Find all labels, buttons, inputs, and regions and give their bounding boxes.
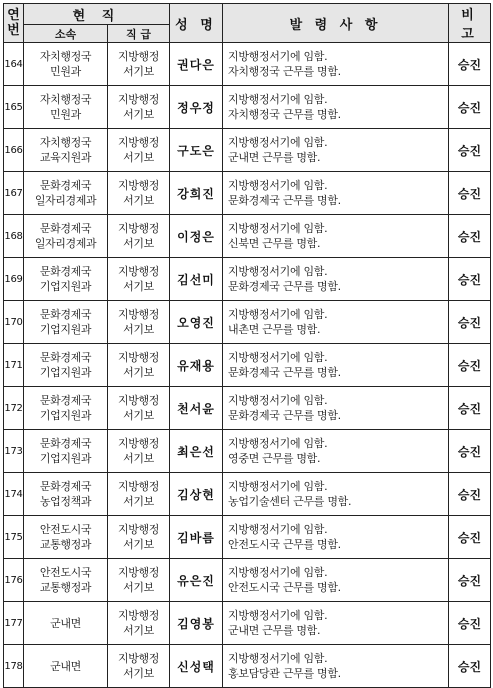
order-line-2: 군내면 근무를 명함. — [228, 624, 321, 637]
order-line-1: 지방행정서기에 임함. — [228, 523, 328, 536]
order-line-2: 안전도시국 근무를 명함. — [228, 581, 341, 594]
order-cell — [223, 43, 449, 86]
serial-number: 175 — [4, 516, 24, 559]
affiliation-bureau: 군내면 — [50, 659, 81, 673]
grade-cell — [108, 516, 170, 559]
person-name: 김상현 — [170, 473, 223, 516]
order-line-2: 문화경제국 근무를 명함. — [228, 194, 341, 207]
grade-line-2: 서기보 — [123, 108, 154, 121]
grade-line-2: 서기보 — [123, 538, 154, 551]
note-cell: 승진 — [449, 559, 491, 602]
affiliation-division: 교통행정과 — [39, 538, 92, 551]
order-line-1: 지방행정서기에 임함. — [228, 437, 328, 450]
affiliation-division: 기업지원과 — [39, 280, 92, 293]
serial-number: 177 — [4, 602, 24, 645]
table-header — [4, 4, 491, 43]
affiliation-division: 기업지원과 — [39, 409, 92, 422]
order-cell — [223, 602, 449, 645]
grade-line-1: 지방행정 — [118, 93, 159, 106]
grade-line-1: 지방행정 — [118, 394, 159, 407]
note-cell: 승진 — [449, 344, 491, 387]
header-order: 발 령 사 항 — [223, 4, 449, 43]
header-note: 비 고 — [449, 4, 491, 43]
affiliation-division: 일자리경제과 — [34, 194, 97, 207]
serial-number: 174 — [4, 473, 24, 516]
person-name: 이정은 — [170, 215, 223, 258]
order-cell — [223, 172, 449, 215]
order-line-1: 지방행정서기에 임함. — [228, 50, 328, 63]
order-line-1: 지방행정서기에 임함. — [228, 179, 328, 192]
person-name: 정우정 — [170, 86, 223, 129]
grade-line-1: 지방행정 — [118, 308, 159, 321]
affiliation-cell — [24, 559, 108, 602]
serial-number: 165 — [4, 86, 24, 129]
serial-number: 176 — [4, 559, 24, 602]
order-line-1: 지방행정서기에 임함. — [228, 566, 328, 579]
order-cell — [223, 215, 449, 258]
person-name: 김영봉 — [170, 602, 223, 645]
table-row — [4, 645, 491, 688]
order-line-1: 지방행정서기에 임함. — [228, 609, 328, 622]
note-cell: 승진 — [449, 387, 491, 430]
affiliation-division: 농업정책과 — [39, 495, 92, 508]
table-row — [4, 301, 491, 344]
note-cell: 승진 — [449, 86, 491, 129]
person-name: 신성택 — [170, 645, 223, 688]
grade-cell — [108, 258, 170, 301]
grade-cell — [108, 559, 170, 602]
person-name: 유재용 — [170, 344, 223, 387]
serial-number: 166 — [4, 129, 24, 172]
order-line-2: 문화경제국 근무를 명함. — [228, 409, 341, 422]
grade-cell — [108, 602, 170, 645]
grade-line-2: 서기보 — [123, 581, 154, 594]
serial-number: 178 — [4, 645, 24, 688]
grade-line-1: 지방행정 — [118, 179, 159, 192]
grade-line-1: 지방행정 — [118, 437, 159, 450]
affiliation-cell — [24, 43, 108, 86]
table-row — [4, 43, 491, 86]
table-row — [4, 602, 491, 645]
note-cell: 승진 — [449, 172, 491, 215]
affiliation-bureau: 문화경제국 — [39, 394, 92, 407]
order-cell — [223, 473, 449, 516]
order-cell — [223, 344, 449, 387]
grade-line-1: 지방행정 — [118, 50, 159, 63]
personnel-order-sheet — [3, 3, 490, 680]
order-line-2: 자치행정국 근무를 명함. — [228, 108, 341, 121]
affiliation-cell — [24, 430, 108, 473]
grade-cell — [108, 473, 170, 516]
order-line-2: 문화경제국 근무를 명함. — [228, 366, 341, 379]
grade-line-2: 서기보 — [123, 65, 154, 78]
affiliation-division: 민원과 — [50, 108, 81, 121]
grade-line-2: 서기보 — [123, 151, 154, 164]
table-row — [4, 430, 491, 473]
table-row — [4, 473, 491, 516]
grade-line-1: 지방행정 — [118, 222, 159, 235]
grade-line-2: 서기보 — [123, 495, 154, 508]
note-cell: 승진 — [449, 258, 491, 301]
person-name: 권다은 — [170, 43, 223, 86]
table-row — [4, 215, 491, 258]
order-line-1: 지방행정서기에 임함. — [228, 93, 328, 106]
note-cell: 승진 — [449, 430, 491, 473]
order-cell — [223, 516, 449, 559]
person-name: 천서윤 — [170, 387, 223, 430]
grade-line-1: 지방행정 — [118, 523, 159, 536]
order-line-2: 영중면 근무를 명함. — [228, 452, 321, 465]
person-name: 구도은 — [170, 129, 223, 172]
grade-line-1: 지방행정 — [118, 265, 159, 278]
grade-cell — [108, 172, 170, 215]
header-serial-bottom: 번 — [7, 23, 20, 38]
affiliation-bureau: 군내면 — [50, 616, 81, 630]
affiliation-cell — [24, 258, 108, 301]
note-cell: 승진 — [449, 43, 491, 86]
header-serial-top: 연 — [7, 8, 20, 23]
order-line-1: 지방행정서기에 임함. — [228, 136, 328, 149]
order-cell — [223, 430, 449, 473]
affiliation-cell — [24, 172, 108, 215]
order-cell — [223, 645, 449, 688]
order-line-2: 농업기술센터 근무를 명함. — [228, 495, 352, 508]
affiliation-division: 민원과 — [50, 65, 81, 78]
personnel-table — [3, 3, 491, 688]
affiliation-cell — [24, 344, 108, 387]
grade-cell — [108, 430, 170, 473]
grade-line-1: 지방행정 — [118, 566, 159, 579]
affiliation-bureau: 문화경제국 — [39, 222, 92, 235]
serial-number: 168 — [4, 215, 24, 258]
note-cell: 승진 — [449, 602, 491, 645]
order-line-1: 지방행정서기에 임함. — [228, 394, 328, 407]
grade-line-2: 서기보 — [123, 452, 154, 465]
order-cell — [223, 559, 449, 602]
person-name: 강희진 — [170, 172, 223, 215]
affiliation-division: 일자리경제과 — [34, 237, 97, 250]
affiliation-bureau: 문화경제국 — [39, 308, 92, 321]
order-line-1: 지방행정서기에 임함. — [228, 351, 328, 364]
affiliation-bureau: 안전도시국 — [39, 566, 92, 579]
serial-number: 167 — [4, 172, 24, 215]
note-cell: 승진 — [449, 473, 491, 516]
grade-cell — [108, 43, 170, 86]
note-cell: 승진 — [449, 301, 491, 344]
order-line-2: 홍보담당관 근무를 명함. — [228, 667, 341, 680]
person-name: 김선미 — [170, 258, 223, 301]
person-name: 김바름 — [170, 516, 223, 559]
grade-line-2: 서기보 — [123, 409, 154, 422]
order-line-1: 지방행정서기에 임함. — [228, 265, 328, 278]
person-name: 오영진 — [170, 301, 223, 344]
affiliation-division: 기업지원과 — [39, 323, 92, 336]
affiliation-bureau: 문화경제국 — [39, 265, 92, 278]
affiliation-cell — [24, 129, 108, 172]
grade-line-1: 지방행정 — [118, 351, 159, 364]
order-line-1: 지방행정서기에 임함. — [228, 308, 328, 321]
grade-line-2: 서기보 — [123, 280, 154, 293]
affiliation-bureau: 문화경제국 — [39, 179, 92, 192]
grade-cell — [108, 215, 170, 258]
affiliation-cell — [24, 473, 108, 516]
order-cell — [223, 258, 449, 301]
header-name: 성 명 — [170, 4, 223, 43]
table-row — [4, 516, 491, 559]
affiliation-bureau: 문화경제국 — [39, 480, 92, 493]
serial-number: 164 — [4, 43, 24, 86]
header-affiliation: 소속 — [24, 25, 108, 43]
person-name: 유은진 — [170, 559, 223, 602]
order-line-1: 지방행정서기에 임함. — [228, 222, 328, 235]
grade-line-1: 지방행정 — [118, 652, 159, 665]
affiliation-cell — [24, 301, 108, 344]
affiliation-division: 기업지원과 — [39, 366, 92, 379]
grade-cell — [108, 645, 170, 688]
affiliation-bureau: 문화경제국 — [39, 351, 92, 364]
grade-cell — [108, 387, 170, 430]
grade-cell — [108, 301, 170, 344]
order-line-1: 지방행정서기에 임함. — [228, 652, 328, 665]
grade-line-2: 서기보 — [123, 194, 154, 207]
note-cell: 승진 — [449, 129, 491, 172]
order-line-2: 군내면 근무를 명함. — [228, 151, 321, 164]
table-row — [4, 344, 491, 387]
serial-number: 169 — [4, 258, 24, 301]
grade-line-2: 서기보 — [123, 366, 154, 379]
grade-line-1: 지방행정 — [118, 609, 159, 622]
note-cell: 승진 — [449, 215, 491, 258]
note-cell: 승진 — [449, 645, 491, 688]
header-grade: 직 급 — [108, 25, 170, 43]
grade-line-2: 서기보 — [123, 323, 154, 336]
affiliation-cell — [24, 645, 108, 688]
affiliation-cell — [24, 602, 108, 645]
order-cell — [223, 86, 449, 129]
person-name: 최은선 — [170, 430, 223, 473]
affiliation-division: 기업지원과 — [39, 452, 92, 465]
affiliation-cell — [24, 215, 108, 258]
table-body — [4, 43, 491, 688]
note-cell: 승진 — [449, 516, 491, 559]
affiliation-bureau: 안전도시국 — [39, 523, 92, 536]
order-cell — [223, 387, 449, 430]
grade-line-2: 서기보 — [123, 624, 154, 637]
grade-line-2: 서기보 — [123, 237, 154, 250]
serial-number: 170 — [4, 301, 24, 344]
order-line-2: 자치행정국 근무를 명함. — [228, 65, 341, 78]
serial-number: 172 — [4, 387, 24, 430]
order-cell — [223, 129, 449, 172]
grade-cell — [108, 129, 170, 172]
serial-number: 171 — [4, 344, 24, 387]
table-row — [4, 86, 491, 129]
order-line-2: 신북면 근무를 명함. — [228, 237, 321, 250]
affiliation-division: 교통행정과 — [39, 581, 92, 594]
header-current-position: 현 직 — [24, 4, 170, 25]
table-row — [4, 172, 491, 215]
grade-line-2: 서기보 — [123, 667, 154, 680]
affiliation-bureau: 자치행정국 — [39, 136, 92, 149]
order-line-2: 내촌면 근무를 명함. — [228, 323, 321, 336]
grade-line-1: 지방행정 — [118, 480, 159, 493]
affiliation-cell — [24, 86, 108, 129]
order-line-2: 문화경제국 근무를 명함. — [228, 280, 341, 293]
affiliation-division: 교육지원과 — [39, 151, 92, 164]
order-cell — [223, 301, 449, 344]
order-line-2: 안전도시국 근무를 명함. — [228, 538, 341, 551]
table-row — [4, 559, 491, 602]
grade-line-1: 지방행정 — [118, 136, 159, 149]
order-line-1: 지방행정서기에 임함. — [228, 480, 328, 493]
grade-cell — [108, 86, 170, 129]
grade-cell — [108, 344, 170, 387]
table-row — [4, 129, 491, 172]
affiliation-cell — [24, 516, 108, 559]
table-row — [4, 387, 491, 430]
table-row — [4, 258, 491, 301]
affiliation-cell — [24, 387, 108, 430]
header-serial — [4, 4, 24, 43]
affiliation-bureau: 문화경제국 — [39, 437, 92, 450]
affiliation-bureau: 자치행정국 — [39, 93, 92, 106]
serial-number: 173 — [4, 430, 24, 473]
affiliation-bureau: 자치행정국 — [39, 50, 92, 63]
